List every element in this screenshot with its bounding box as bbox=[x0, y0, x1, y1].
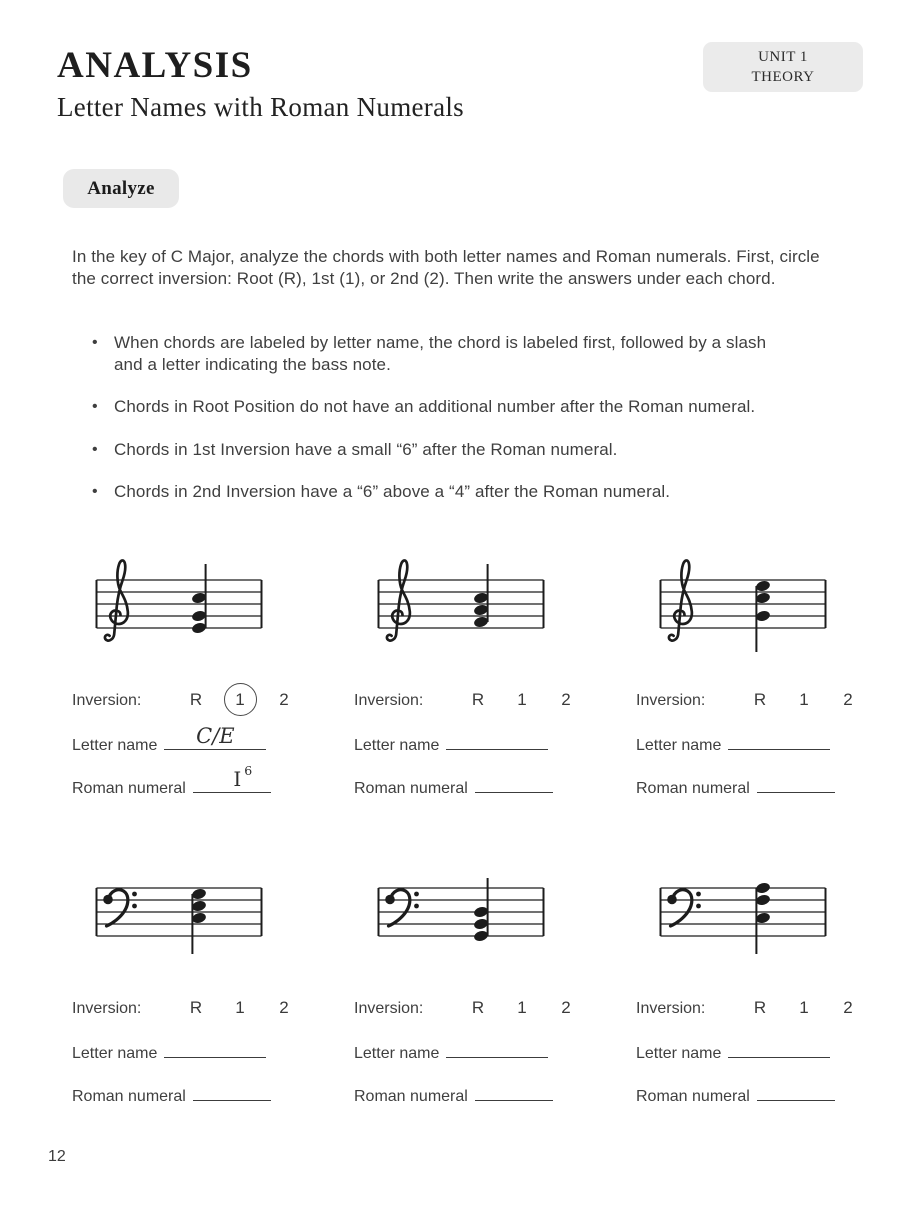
exercise-3 bbox=[636, 544, 916, 797]
roman-numeral-blank[interactable] bbox=[193, 763, 271, 793]
inversion-option-second[interactable]: 2 bbox=[843, 998, 853, 1017]
inversion-option-second[interactable]: 2 bbox=[561, 690, 571, 709]
inversion-label: Inversion: bbox=[72, 1000, 142, 1017]
exercise-2 bbox=[354, 544, 636, 797]
staff-2-treble bbox=[377, 544, 545, 664]
inversion-option-first[interactable]: 1 bbox=[517, 690, 527, 709]
inversion-label: Inversion: bbox=[636, 1000, 706, 1017]
inversion-label: Inversion: bbox=[354, 1000, 424, 1017]
roman-numeral-label: Roman numeral bbox=[72, 780, 186, 797]
inversion-option-first[interactable]: 1 bbox=[799, 998, 809, 1017]
section-label-analyze: Analyze bbox=[63, 169, 179, 208]
letter-name-label: Letter name bbox=[72, 1045, 158, 1062]
unit-badge bbox=[703, 42, 863, 92]
inversion-option-root[interactable]: R bbox=[189, 998, 203, 1017]
inversion-option-second[interactable]: 2 bbox=[843, 690, 853, 709]
bullet-item-second-inversion: • Chords in 2nd Inversion have a “6” above a “4” after the Roman numeral. bbox=[92, 481, 782, 503]
exercise-1 bbox=[72, 544, 354, 797]
staff-5-bass bbox=[377, 852, 545, 972]
inversion-option-root[interactable]: R bbox=[471, 998, 485, 1017]
roman-numeral-blank[interactable] bbox=[475, 777, 553, 793]
inversion-option-second[interactable]: 2 bbox=[279, 998, 289, 1017]
staff-1-treble bbox=[95, 544, 263, 664]
exercise-5 bbox=[354, 852, 636, 1105]
exercise-row-1 bbox=[72, 544, 916, 797]
roman-numeral-label: Roman numeral bbox=[354, 780, 468, 797]
letter-name-label: Letter name bbox=[354, 737, 440, 754]
letter-name-label: Letter name bbox=[636, 737, 722, 754]
inversion-option-root[interactable]: R bbox=[753, 998, 767, 1017]
inversion-label: Inversion: bbox=[636, 692, 706, 709]
inversion-label: Inversion: bbox=[354, 692, 424, 709]
inversion-option-first[interactable]: 1 bbox=[517, 998, 527, 1017]
roman-numeral-blank[interactable] bbox=[193, 1085, 271, 1101]
inversion-option-first[interactable]: 1 bbox=[235, 998, 245, 1017]
instructions-paragraph: In the key of C Major, analyze the chords with both letter names and Roman numerals. First, circle the correct inversion: Root (R), 1st (1), or 2nd (2). Then write the answers under each chord. bbox=[72, 247, 820, 288]
letter-name-blank[interactable] bbox=[728, 1042, 830, 1058]
letter-name-blank[interactable] bbox=[446, 734, 548, 750]
roman-numeral-blank[interactable] bbox=[757, 777, 835, 793]
roman-numeral-label: Roman numeral bbox=[354, 1088, 468, 1105]
bullet-item-first-inversion: • Chords in 1st Inversion have a small “6” after the Roman numeral. bbox=[92, 439, 782, 461]
unit-badge-line2: THEORY bbox=[751, 69, 815, 85]
roman-numeral-label: Roman numeral bbox=[636, 780, 750, 797]
letter-name-label: Letter name bbox=[636, 1045, 722, 1062]
header bbox=[57, 46, 464, 123]
letter-answer: C/E bbox=[196, 724, 235, 748]
inversion-option-root[interactable]: R bbox=[471, 690, 485, 709]
exercise-4 bbox=[72, 852, 354, 1105]
letter-name-blank[interactable] bbox=[164, 1042, 266, 1058]
letter-name-blank[interactable] bbox=[728, 734, 830, 750]
inversion-circle: 1 bbox=[224, 683, 257, 716]
exercise-row-2 bbox=[72, 852, 916, 1105]
bullet-item-root-position: • Chords in Root Position do not have an additional number after the Roman numeral. bbox=[92, 396, 782, 418]
staff-3-treble bbox=[659, 544, 827, 664]
unit-badge-line1: UNIT 1 bbox=[758, 49, 808, 65]
inversion-option-second[interactable]: 2 bbox=[561, 998, 571, 1017]
roman-numeral-blank[interactable] bbox=[475, 1085, 553, 1101]
inversion-option-root[interactable]: R bbox=[753, 690, 767, 709]
inversion-option-first[interactable] bbox=[218, 690, 262, 710]
instructions-bullet-list bbox=[92, 332, 782, 524]
page-title: ANALYSIS bbox=[57, 45, 253, 86]
roman-figure: 6 bbox=[244, 763, 253, 778]
letter-name-label: Letter name bbox=[72, 737, 158, 754]
exercise-6 bbox=[636, 852, 916, 1105]
inversion-label: Inversion: bbox=[72, 692, 142, 709]
letter-name-label: Letter name bbox=[354, 1045, 440, 1062]
roman-numeral-blank[interactable] bbox=[757, 1085, 835, 1101]
roman-numeral-label: Roman numeral bbox=[636, 1088, 750, 1105]
page-subtitle: Letter Names with Roman Numerals bbox=[57, 91, 464, 122]
bullet-item-letter-name: • When chords are labeled by letter name, the chord is labeled first, followed by a slash and a letter indicating the bass note. bbox=[92, 332, 782, 375]
letter-name-blank[interactable] bbox=[446, 1042, 548, 1058]
roman-numeral-label: Roman numeral bbox=[72, 1088, 186, 1105]
inversion-option-root[interactable]: R bbox=[189, 690, 203, 709]
staff-6-bass bbox=[659, 852, 827, 972]
staff-4-bass bbox=[95, 852, 263, 972]
roman-answer: I $^6$ bbox=[233, 763, 253, 791]
inversion-option-first[interactable]: 1 bbox=[799, 690, 809, 709]
inversion-option-second[interactable]: 2 bbox=[279, 690, 289, 709]
letter-name-blank[interactable] bbox=[164, 724, 266, 750]
page-number: 12 bbox=[48, 1148, 66, 1165]
